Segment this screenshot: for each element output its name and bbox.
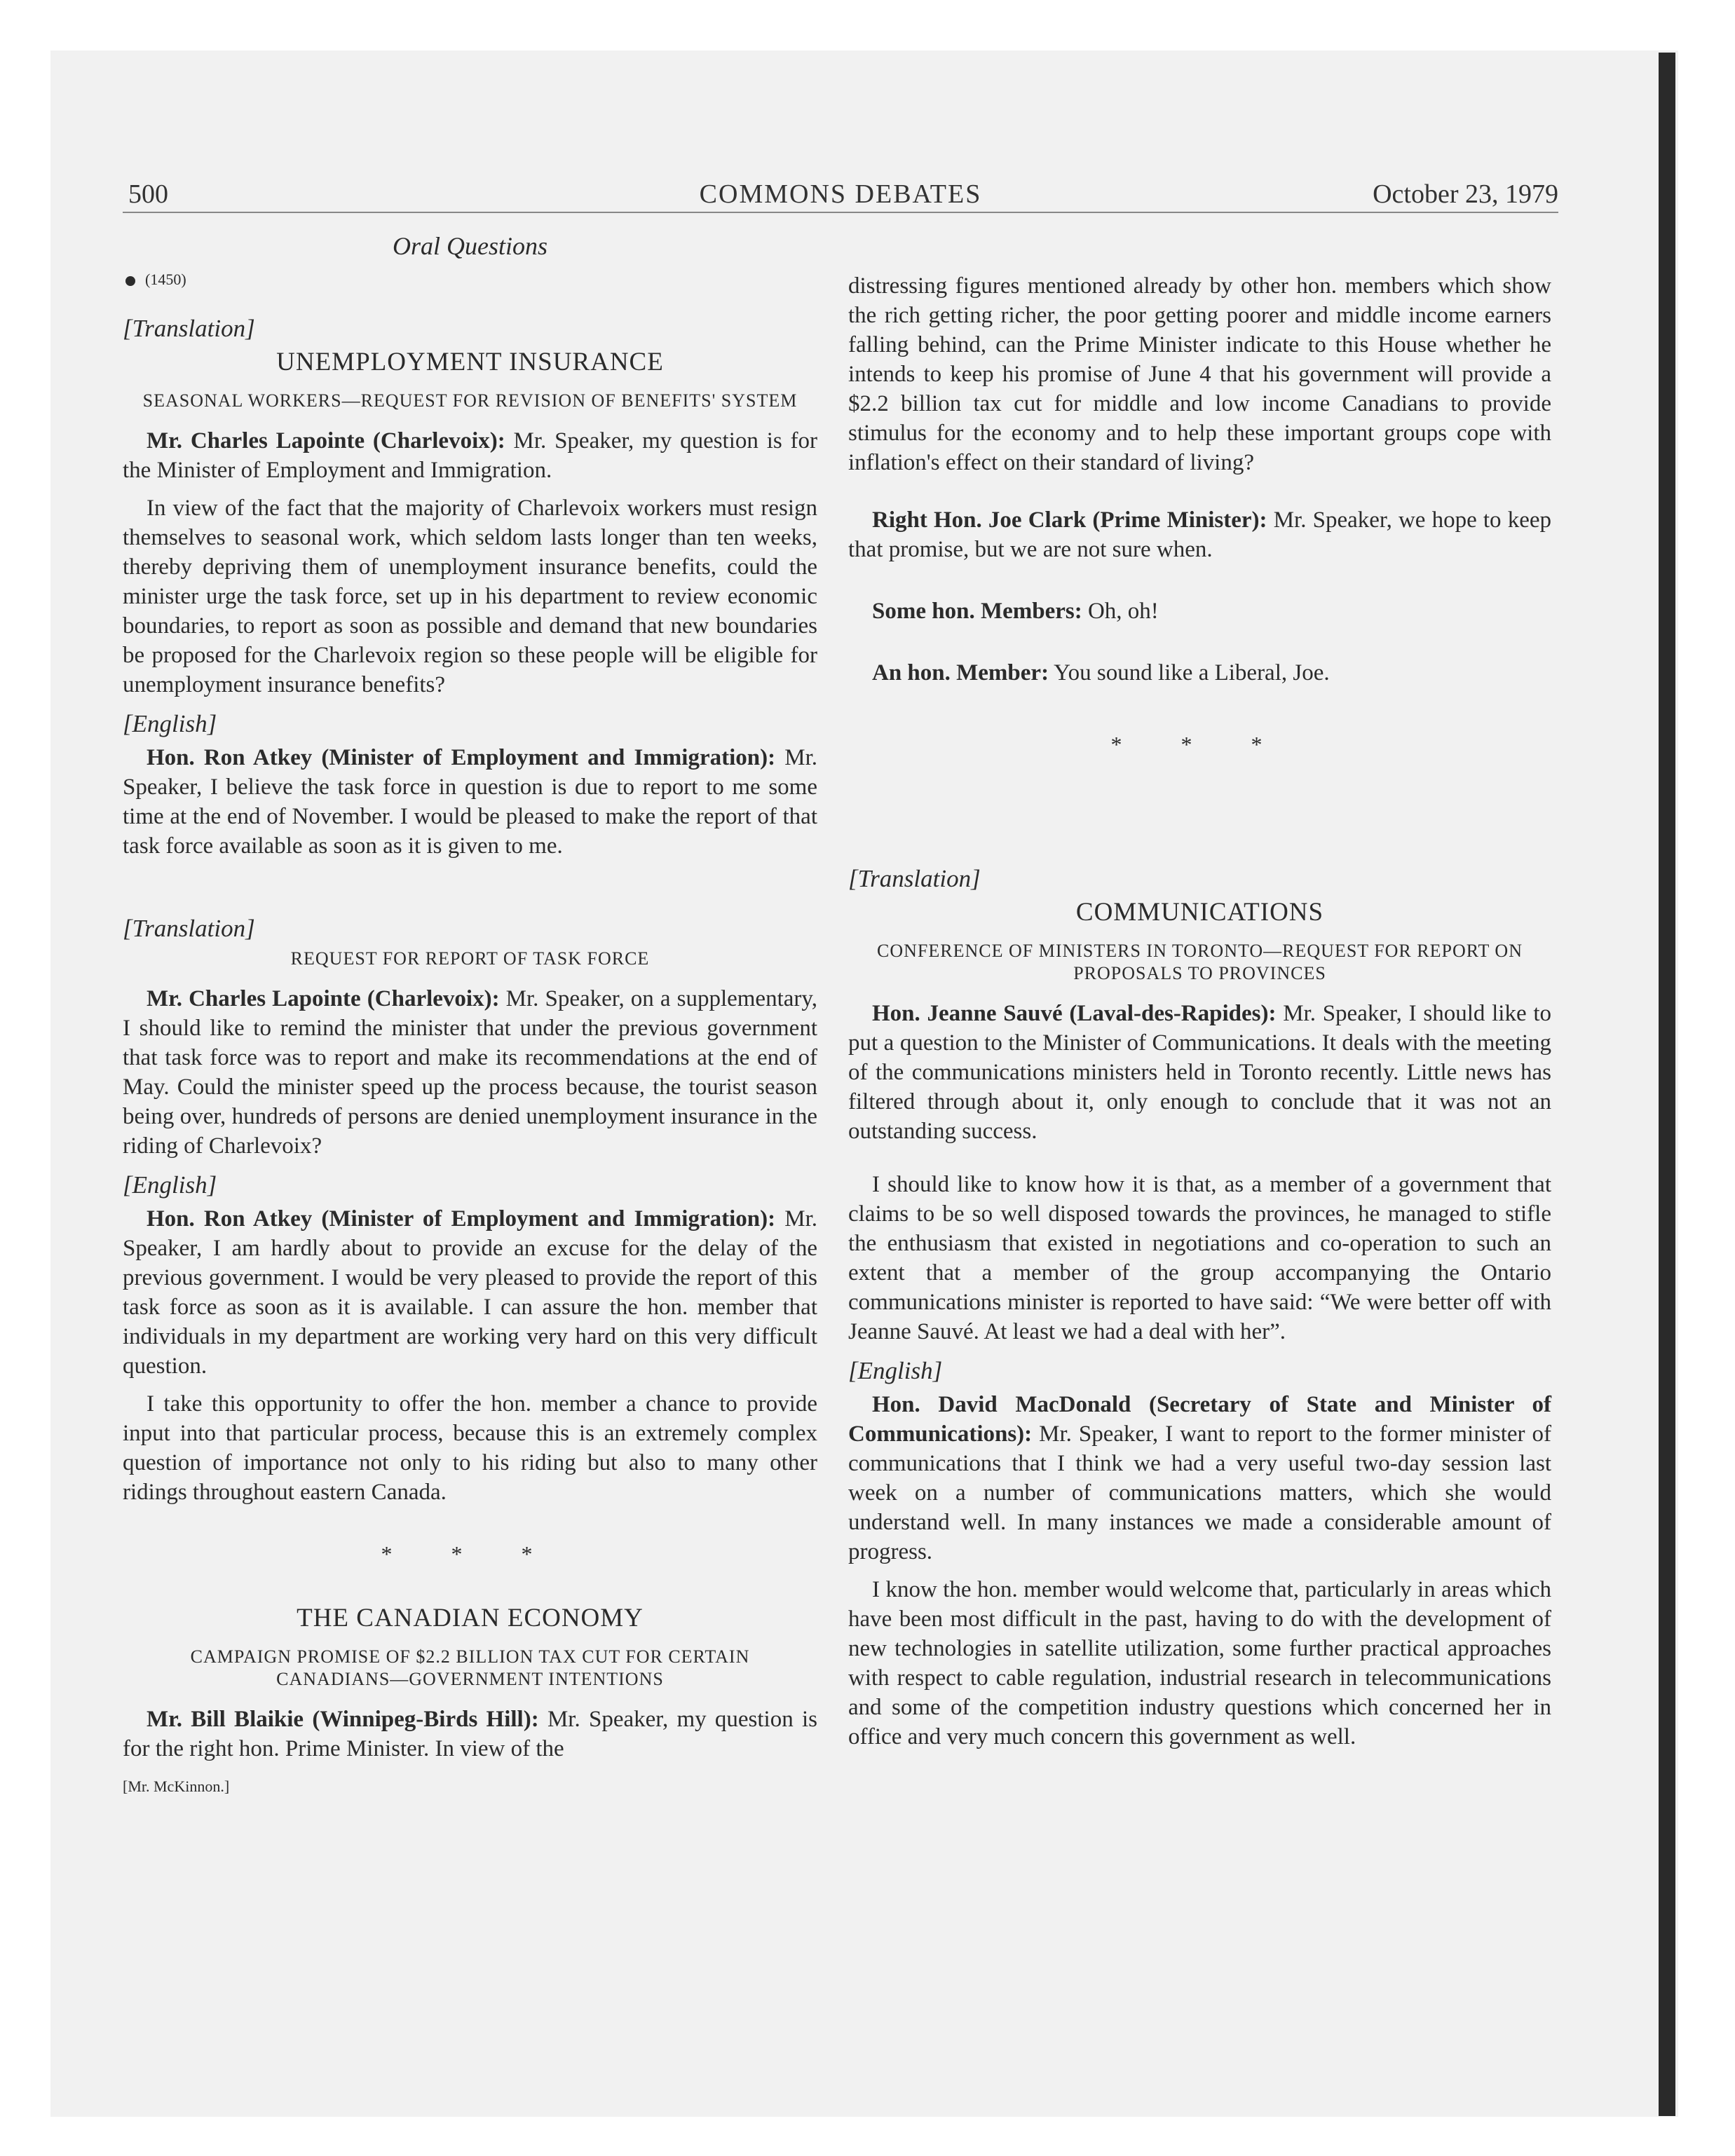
spacer [123, 869, 817, 904]
speaker-name: Mr. Charles Lapointe (Charlevoix): [147, 428, 505, 453]
speaker-name: An hon. Member: [872, 660, 1049, 685]
section-heading: UNEMPLOYMENT INSURANCE [276, 348, 664, 376]
time-text: (1450) [145, 271, 186, 288]
speech-paragraph: In view of the fact that the majority of Charlevoix workers must resign themselves to seasonal work, which seldom lasts longer than ten weeks, thereby depriving them of unemployment insurance benefits, could the minister urge the task force, set up in his department to review economic boundaries, to report as soon as possible and demand that new boundaries be proposed for the Charlevoix region so these people will be eligible for unemployment insurance benefits? [123, 496, 817, 697]
speech-paragraph [848, 596, 1551, 626]
speaker-name: Some hon. Members: [872, 599, 1082, 624]
speech-text: Mr. Speaker, I want to report to the former minister of communications that I think we had a very useful two-day session last week on a number of communications matters, which she would understand well. In many instances we made a considerable amount of progress. [848, 1421, 1551, 1564]
speech-paragraph [123, 1705, 817, 1763]
speech-paragraph [123, 426, 817, 485]
speaker-name: Hon. Ron Atkey (Minister of Employment and Immigration): [147, 745, 776, 770]
speech-paragraph [848, 999, 1551, 1146]
speech-paragraph: distressing figures mentioned already by other hon. members which show the rich getting richer, the poor getting poorer and middle income earners falling behind, can the Prime Minister indicate to this House whether he intends to keep his promise of June 4 that his government will provide a $2.2 billion tax cut for middle and low income Canadians to provide stimulus for the economy and to help these important groups cope with inflation's effect on their standard of living? [848, 273, 1551, 475]
section-divider: * * * [1110, 732, 1289, 757]
column-heading: Oral Questions [392, 232, 547, 260]
header-rule [123, 212, 1558, 213]
speech-paragraph: I take this opportunity to offer the hon. member a chance to provide input into that particular process, because this is an extremely complex question of importance not only to his riding but also to many other ridings throughout eastern Canada. [123, 1391, 817, 1505]
speaker-name: Right Hon. Joe Clark (Prime Minister): [872, 507, 1267, 533]
speech-text: Mr. Speaker, my question is for the right hon. Prime Minister. In view of the [123, 1707, 817, 1761]
speech-paragraph: I know the hon. member would welcome that, particularly in areas which have been most difficult in the past, having to do with the development of new technologies in satellite utilization, some further practical approaches with respect to cable regulation, industrial research in telecommunications and some of the competition industry questions which concerned her in office and very much concern this government as well. [848, 1577, 1551, 1749]
speech-text: Mr. Speaker, I am hardly about to provide an excuse for the delay of the previous government. I would be very pleased to provide the report of this task force as soon as it is available. I can assure the hon. member that individuals in my department are working very hard on this very difficult question. [123, 1206, 817, 1379]
scan-edge [1659, 53, 1675, 2116]
language-note: [Translation] [123, 315, 255, 342]
speech-text: Mr. Speaker, I believe the task force in question is due to report to me some time at the end of November. I would be pleased to make the report of that task force available as soon as it is given to me. [123, 745, 817, 859]
language-note: [Translation] [848, 865, 981, 892]
section-subheading: CAMPAIGN PROMISE OF $2.2 BILLION TAX CUT FOR CERTAIN CANADIANS—GOVERNMENT INTENTIONS [190, 1646, 750, 1689]
speaker-name: Mr. Charles Lapointe (Charlevoix): [147, 986, 500, 1011]
speech-paragraph [848, 658, 1551, 688]
speech-text: Mr. Speaker, we hope to keep that promise, but we are not sure when. [848, 507, 1551, 562]
spacer [848, 634, 1551, 658]
speaker-name: Hon. Jeanne Sauvé (Laval-des-Rapides): [872, 1001, 1277, 1026]
speech-text: Mr. Speaker, on a supplementary, I should like to remind the minister that under the previous government that task force was to report and make its recommendations at the end of May. Could the minister speed up the process because, the tourist season being over, hundreds of persons are denied unemployment insurance in the riding of Charlevoix? [123, 986, 817, 1159]
publication-date: October 23, 1979 [1373, 179, 1558, 209]
section-subheading: SEASONAL WORKERS—REQUEST FOR REVISION OF BENEFITS' SYSTEM [142, 390, 798, 411]
language-note: [English] [123, 1171, 217, 1199]
section-subheading: REQUEST FOR REPORT OF TASK FORCE [290, 948, 650, 969]
bullet-icon [125, 276, 135, 286]
speaker-name: Mr. Bill Blaikie (Winnipeg-Birds Hill): [147, 1707, 539, 1732]
page-number: 500 [128, 179, 168, 209]
page-footnote: [Mr. McKinnon.] [123, 1778, 230, 1795]
speech-text: Mr. Speaker, I should like to put a question to the Minister of Communications. It deals with the meeting of the communications ministers held in Toronto recently. Little news has filtered through about it, only enough to conclude that it was not an outstanding success. [848, 1001, 1551, 1144]
speaker-name: Hon. Ron Atkey (Minister of Employment and Immigration): [147, 1206, 776, 1231]
speaker-name: Hon. David MacDonald (Secretary of State and Minister of Communications): [848, 1392, 1551, 1447]
left-column [123, 231, 817, 1801]
speech-paragraph [848, 505, 1551, 564]
speech-paragraph [123, 743, 817, 861]
section-divider: * * * [381, 1541, 559, 1567]
spacer [848, 486, 1551, 505]
publication-title: COMMONS DEBATES [699, 179, 982, 209]
page-header [123, 179, 1558, 214]
spacer [848, 1154, 1551, 1170]
language-note: [Translation] [123, 915, 255, 942]
section-heading: COMMUNICATIONS [1075, 898, 1324, 927]
speech-paragraph [848, 1390, 1551, 1567]
right-column [848, 271, 1551, 1760]
speech-text: You sound like a Liberal, Joe. [1049, 660, 1330, 685]
section-subheading: CONFERENCE OF MINISTERS IN TORONTO—REQUEST FOR REPORT ON PROPOSALS TO PROVINCES [877, 941, 1523, 983]
speech-paragraph [123, 1204, 817, 1381]
speech-paragraph [123, 984, 817, 1161]
spacer [848, 573, 1551, 596]
speech-text: Mr. Speaker, my question is for the Minister of Employment and Immigration. [123, 428, 817, 483]
language-note: [English] [848, 1357, 943, 1384]
speech-paragraph: I should like to know how it is that, as a member of a government that claims to be so well disposed towards the provinces, he managed to stifle the enthusiasm that existed in negotiations and co-operation to such an extent that a member of the group accompanying the Ontario communications minister is reported to have said: “We were better off with Jeanne Sauvé. At least we had a deal with her”. [848, 1172, 1551, 1344]
time-stamp [123, 265, 817, 294]
language-note: [English] [123, 710, 217, 737]
section-heading: THE CANADIAN ECONOMY [297, 1604, 644, 1632]
speech-text: Oh, oh! [1082, 599, 1159, 624]
